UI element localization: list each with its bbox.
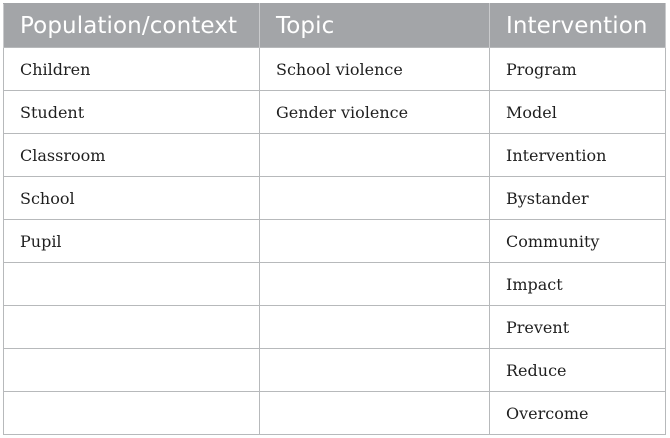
- table-cell: Pupil: [4, 220, 260, 263]
- table-cell: Reduce: [490, 349, 666, 392]
- table-row: [4, 220, 666, 263]
- keyword-table: [3, 3, 666, 435]
- table-row: [4, 177, 666, 220]
- table-row: [4, 91, 666, 134]
- keyword-table-container: [3, 3, 665, 435]
- header-intervention: Intervention: [490, 4, 666, 48]
- table-cell: Model: [490, 91, 666, 134]
- table-cell: [260, 392, 490, 435]
- table-header-row: [4, 4, 666, 48]
- table-row: [4, 349, 666, 392]
- table-cell: Community: [490, 220, 666, 263]
- table-cell: [4, 392, 260, 435]
- table-cell: Student: [4, 91, 260, 134]
- table-cell: [4, 306, 260, 349]
- table-row: [4, 392, 666, 435]
- table-cell: Intervention: [490, 134, 666, 177]
- table-cell: [4, 349, 260, 392]
- table-cell: [260, 349, 490, 392]
- table-cell: Prevent: [490, 306, 666, 349]
- table-cell: Impact: [490, 263, 666, 306]
- header-topic: Topic: [260, 4, 490, 48]
- table-cell: School: [4, 177, 260, 220]
- table-cell: Bystander: [490, 177, 666, 220]
- table-cell: [260, 220, 490, 263]
- table-row: [4, 263, 666, 306]
- table-cell: [260, 177, 490, 220]
- table-cell: Classroom: [4, 134, 260, 177]
- table-cell: Overcome: [490, 392, 666, 435]
- table-cell: School violence: [260, 48, 490, 91]
- table-cell: Children: [4, 48, 260, 91]
- table-cell: Gender violence: [260, 91, 490, 134]
- table-cell: [260, 134, 490, 177]
- table-row: [4, 134, 666, 177]
- table-row: [4, 306, 666, 349]
- table-cell: [4, 263, 260, 306]
- table-cell: [260, 306, 490, 349]
- table-cell: Program: [490, 48, 666, 91]
- header-population-context: Population/context: [4, 4, 260, 48]
- table-row: [4, 48, 666, 91]
- table-cell: [260, 263, 490, 306]
